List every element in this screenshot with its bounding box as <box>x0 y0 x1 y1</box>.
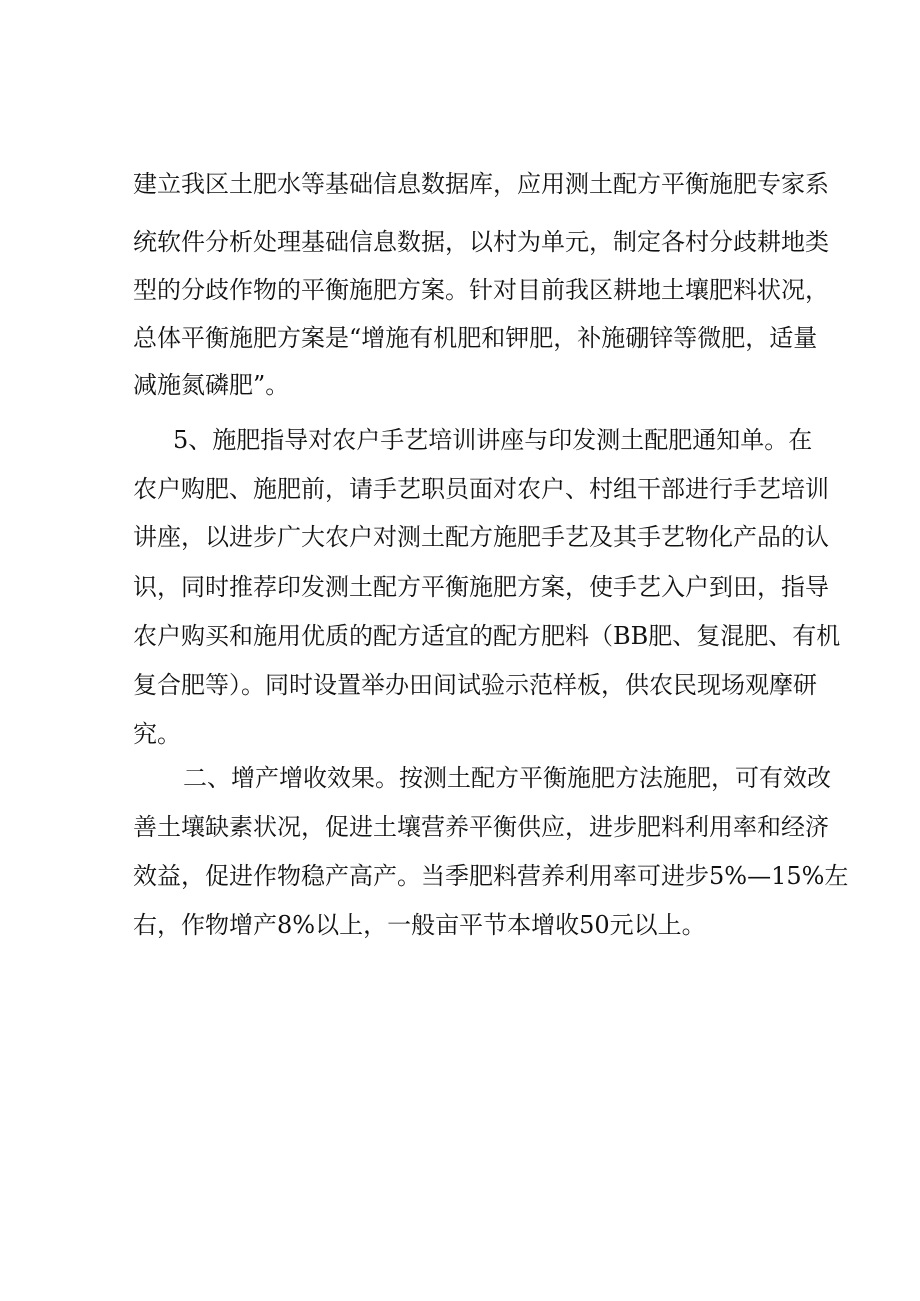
paragraph-3-line-3: 效益，促进作物稳产高产。当季肥料营养利用率可进步5%—15%左 <box>133 862 849 890</box>
paragraph-1-line-1: 建立我区土肥水等基础信息数据库，应用测土配方平衡施肥专家系 <box>133 170 829 198</box>
paragraph-2-line-1: 5、施肥指导对农户手艺培训讲座与印发测土配肥通知单。在 <box>173 426 813 454</box>
paragraph-2-line-5: 农户购买和施用优质的配方适宜的配方肥料（BB肥、复混肥、有机 <box>133 622 841 650</box>
paragraph-3-line-1: 二、增产增收效果。按测土配方平衡施肥方法施肥，可有效改 <box>183 764 831 792</box>
paragraph-2-line-3: 讲座，以进步广大农户对测土配方施肥手艺及其手艺物化产品的认 <box>133 523 829 551</box>
paragraph-3-line-4: 右，作物增产8%以上，一般亩平节本增收50元以上。 <box>133 911 706 939</box>
paragraph-1-line-5: 减施氮磷肥”。 <box>133 371 290 399</box>
paragraph-1-line-2: 统软件分析处理基础信息数据，以村为单元，制定各村分歧耕地类 <box>133 228 829 256</box>
paragraph-2-line-2: 农户购肥、施肥前，请手艺职员面对农户、村组干部进行手艺培训 <box>133 475 829 503</box>
paragraph-2-line-7: 究。 <box>133 720 181 748</box>
paragraph-3-line-2: 善土壤缺素状况，促进土壤营养平衡供应，进步肥料利用率和经济 <box>133 813 829 841</box>
paragraph-1-line-4: 总体平衡施肥方案是“增施有机肥和钾肥，补施硼锌等微肥，适量 <box>133 324 818 352</box>
paragraph-1-line-3: 型的分歧作物的平衡施肥方案。针对目前我区耕地土壤肥料状况， <box>133 276 829 304</box>
paragraph-2-line-6: 复合肥等）。同时设置举办田间试验示范样板，供农民现场观摩研 <box>133 671 817 699</box>
paragraph-2-line-4: 识，同时推荐印发测土配方平衡施肥方案，使手艺入户到田，指导 <box>133 573 829 601</box>
